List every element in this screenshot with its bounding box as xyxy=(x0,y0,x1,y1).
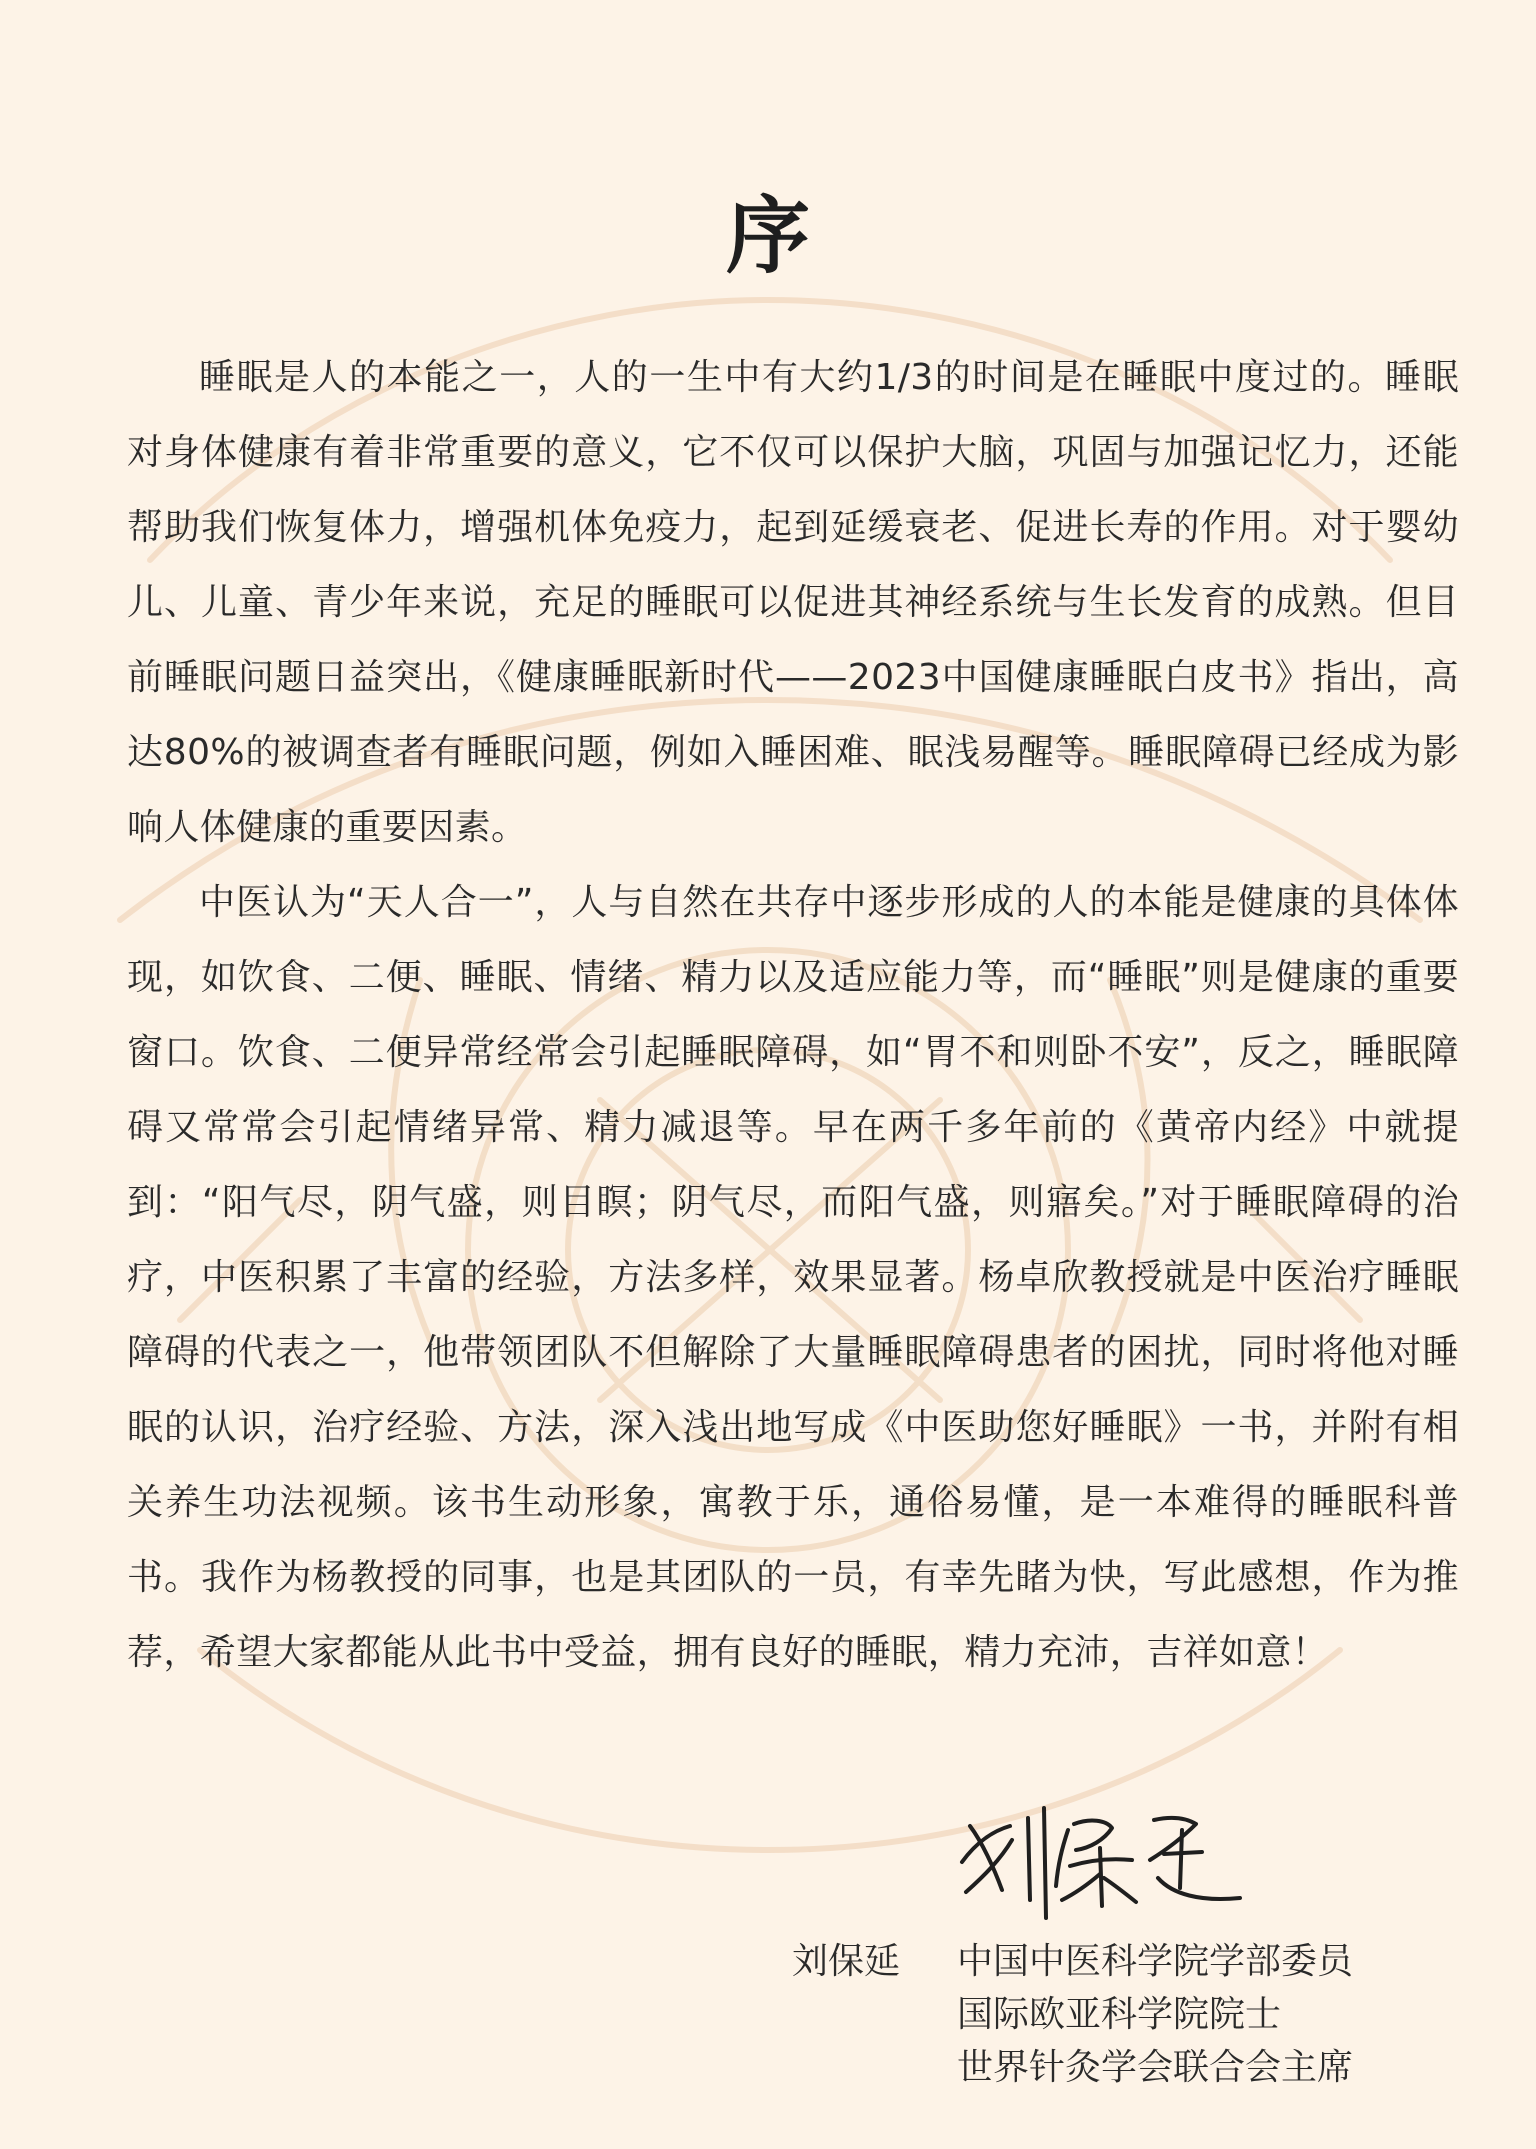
author-name: 刘保延 xyxy=(792,1941,901,1982)
page-title: 序 xyxy=(725,187,810,286)
paragraph: 中医认为“天人合一”，人与自然在共存中逐步形成的人的本能是健康的具体体现，如饮食、二便、睡眠、情绪、精力以及适应能力等，而“睡眠”则是健康的重要窗口。饮食、二便异常经常会引起睡眠障碍，如“胃不和则卧不安”，反之，睡眠障碍又常常会引起情绪异常、精力减退等。早在两千多年前的《黄帝内经》中就提到：“阳气尽，阴气盛，则目瞑；阴气尽，而阳气盛，则寤矣。”对于睡眠障碍的治疗，中医积累了丰富的经验，方法多样，效果显著。杨卓欣教授就是中医治疗睡眠障碍的代表之一，他带领团队不但解除了大量睡眠障碍患者的困扰，同时将他对睡眠的认识，治疗经验、方法，深入浅出地写成《中医助您好睡眠》一书，并附有相关养生功法视频。该书生动形象，寓教于乐，通俗易懂，是一本难得的睡眠科普书。我作为杨教授的同事，也是其团队的一员，有幸先睹为快，写此感想，作为推荐，希望大家都能从此书中受益，拥有良好的睡眠，精力充沛，吉祥如意！ xyxy=(127,882,1459,1673)
author-title: 国际欧亚科学院院士 xyxy=(957,1994,1282,2035)
preface-body xyxy=(127,340,1459,1690)
author-title: 世界针灸学会联合会主席 xyxy=(957,2047,1354,2088)
paragraph: 睡眠是人的本能之一，人的一生中有大约1/3的时间是在睡眠中度过的。睡眠对身体健康有着非常重要的意义，它不仅可以保护大脑，巩固与加强记忆力，还能帮助我们恢复体力，增强机体免疫力，起到延缓衰老、促进长寿的作用。对于婴幼儿、儿童、青少年来说，充足的睡眠可以促进其神经系统与生长发育的成熟。但目前睡眠问题日益突出，《健康睡眠新时代——2023中国健康睡眠白皮书》指出，高达80%的被调查者有睡眠问题，例如入睡困难、眠浅易醒等。睡眠障碍已经成为影响人体健康的重要因素。 xyxy=(127,357,1459,848)
author-titles xyxy=(957,1935,1353,2094)
author-title: 中国中医科学院学部委员 xyxy=(957,1941,1354,1982)
handwritten-signature xyxy=(950,1790,1250,1930)
